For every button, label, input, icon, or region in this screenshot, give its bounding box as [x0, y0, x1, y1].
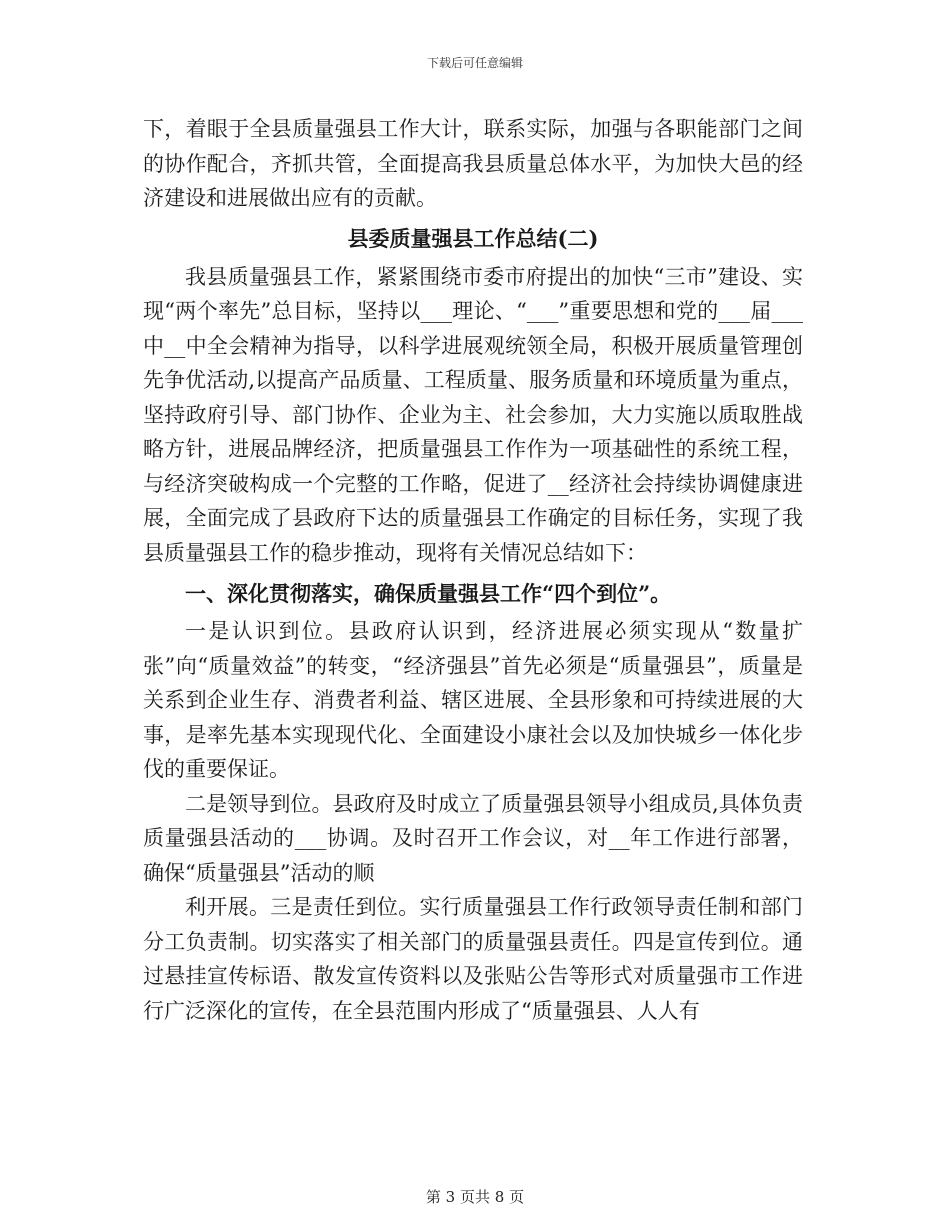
section-heading: 一、深化贯彻落实，确保质量强县工作“四个到位”。 [185, 581, 672, 606]
paragraph-leadership: 二是领导到位。县政府及时成立了质量强县领导小组成员,具体负责质量强县活动的___协调。及时召开工作会议，对__年工作进行部署，确保“质量强县”活动的顺 [143, 791, 803, 885]
section-title: 县委质量强县工作总结(二) [347, 225, 599, 251]
paragraph-continuation: 下，着眼于全县质量强县工作大计，联系实际，加强与各职能部门之间的协作配合，齐抓共管，全面提高我县质量总体水平，为加快大邑的经济建设和进展做出应有的贡献。 [143, 117, 803, 210]
paragraph-intro: 我县质量强县工作，紧紧围绕市委市府提出的加快“三市”建设、实现“两个率先”总目标，坚持以___理论、“___”重要思想和党的___届___中__中全会精神为指导，以科学进展观统领全局，积极开展质量管理创先争优活动,以提高产品质量、工程质量、服务质量和环境质量为重点，坚持政府引导、部门协作、企业为主、社会参加，大力实施以质取胜战略方针，进展品牌经济，把质量强县工作作为一项基础性的系统工程，与经济突破构成一个完整的工作略，促进了__经济社会持续协调健康进展，全面完成了县政府下达的质量强县工作确定的目标任务，实现了我县质量强县工作的稳步推动，现将有关情况总结如下： [143, 264, 803, 565]
paragraph-awareness: 一是认识到位。县政府认识到，经济进展必须实现从“数量扩张”向“质量效益”的转变，“经济强县”首先必须是“质量强县”，质量是关系到企业生存、消费者利益、辖区进展、全县形象和可持续进展的大事，是率先基本实现现代化、全面建设小康社会以及加快城乡一体化步伐的重要保证。 [143, 619, 803, 781]
page-number: 第 3 页共 8 页 [425, 1188, 525, 1206]
page-header: 下载后可任意编辑 [426, 56, 523, 70]
paragraph-responsibility: 利开展。三是责任到位。实行质量强县工作行政领导责任制和部门分工负责制。切实落实了相关部门的质量强县责任。四是宣传到位。通过悬挂宣传标语、散发宣传资料以及张贴公告等形式对质量强市工作进行广泛深化的宣传，在全县范围内形成了“质量强县、人人有 [143, 895, 803, 1023]
document-body [143, 112, 803, 1028]
